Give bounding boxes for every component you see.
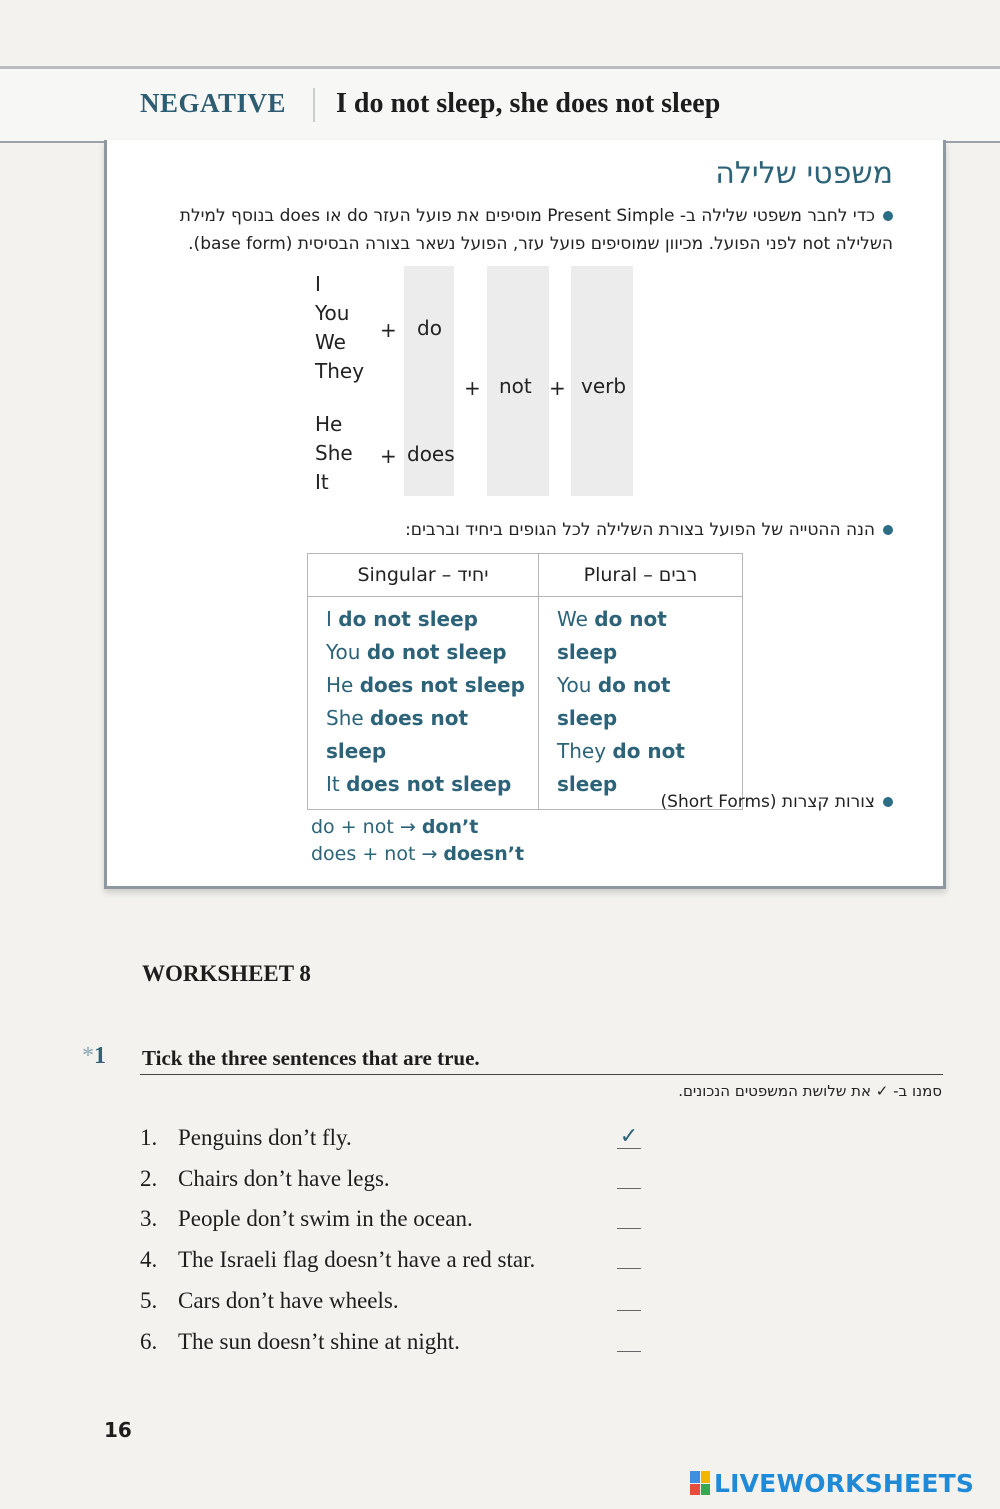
short-form-row bbox=[311, 816, 478, 838]
arrow-right-icon: → bbox=[421, 843, 438, 865]
list-item bbox=[140, 1166, 390, 1192]
rule-bullet-2-text: הנה ההטייה של הפועל בצורת השלילה לכל הגופים ביחיד וברבים: bbox=[405, 520, 875, 540]
item-number: 2. bbox=[140, 1166, 158, 1191]
item-number: 6. bbox=[140, 1329, 158, 1354]
table-row bbox=[326, 669, 528, 702]
item-number: 5. bbox=[140, 1288, 158, 1313]
logo-text: LIVEWORKSHEETS bbox=[714, 1468, 975, 1498]
bullet-dot-icon bbox=[883, 797, 893, 807]
answer-field[interactable] bbox=[617, 1329, 641, 1352]
bullet-dot-icon bbox=[883, 211, 893, 221]
pronoun: You bbox=[557, 673, 592, 697]
rule-bullet-1-line-1: כדי לחבר משפטי שלילה ב- Present Simple מוסיפים את פועל העזר do או does בנוסף למילת bbox=[179, 206, 875, 226]
list-item bbox=[140, 1247, 535, 1273]
formula-aux-do: do bbox=[417, 316, 442, 340]
item-text: The Israeli flag doesn’t have a red star. bbox=[178, 1247, 536, 1272]
formula-aux-does: does bbox=[407, 442, 455, 466]
verb-phrase: do not sleep bbox=[557, 673, 671, 730]
item-number: 4. bbox=[140, 1247, 158, 1272]
rule-bullet-1 bbox=[173, 202, 893, 258]
pronoun: We bbox=[557, 607, 588, 631]
worksheet-title: WORKSHEET 8 bbox=[142, 961, 311, 986]
item-number: 3. bbox=[140, 1206, 158, 1231]
short-form-row bbox=[311, 843, 524, 865]
formula-plus: + bbox=[549, 376, 566, 400]
short-form-contraction: don’t bbox=[421, 816, 479, 838]
rule-bullet-3 bbox=[493, 788, 893, 816]
section-title: I do not sleep, she does not sleep bbox=[336, 88, 721, 119]
singular-header: Singular – יחיד bbox=[308, 554, 539, 597]
answer-field[interactable] bbox=[617, 1166, 641, 1189]
verb-phrase: do not sleep bbox=[557, 739, 685, 796]
pronoun: They bbox=[315, 359, 365, 383]
pronoun: I bbox=[326, 607, 332, 631]
verb-phrase: does not sleep bbox=[326, 706, 469, 763]
pronoun: She bbox=[326, 706, 364, 730]
pronoun: I bbox=[315, 272, 321, 296]
pronoun: He bbox=[315, 412, 343, 436]
item-text: People don’t swim in the ocean. bbox=[178, 1206, 473, 1231]
arrow-right-icon: → bbox=[399, 816, 416, 838]
exercise-number-value: 1 bbox=[94, 1043, 106, 1069]
answer-field[interactable]: ✓ bbox=[617, 1126, 641, 1149]
plural-header: Plural – רבים bbox=[539, 554, 743, 597]
formula-plus: + bbox=[380, 318, 397, 342]
rule-bullet-3-text: צורות קצרות (Short Forms) bbox=[660, 792, 875, 812]
exercise-instruction-hebrew: סמנו ב- ✓ את שלושת המשפטים הנכונים. bbox=[678, 1082, 942, 1100]
asterisk-icon: * bbox=[82, 1043, 94, 1069]
header-divider bbox=[313, 88, 315, 122]
plural-column bbox=[539, 597, 743, 810]
list-item bbox=[140, 1288, 399, 1314]
rule-bullet-1-line-2: השלילה not לפני הפועל. מכיוון שמוסיפים פועל עזר, הפועל נשאר בצורה הבסיסית (base form). bbox=[188, 234, 893, 254]
table-row bbox=[326, 702, 528, 768]
conjugation-table bbox=[307, 553, 743, 810]
grammar-rules-box bbox=[104, 140, 946, 889]
rules-heading: משפטי שלילה bbox=[715, 156, 893, 191]
pronoun: It bbox=[315, 470, 329, 494]
formula-not: not bbox=[499, 374, 532, 398]
table-row bbox=[557, 603, 732, 669]
pronoun: He bbox=[326, 673, 354, 697]
table-row bbox=[326, 636, 528, 669]
verb-phrase: does not sleep bbox=[359, 673, 525, 697]
liveworksheets-logo bbox=[690, 1466, 974, 1500]
logo-icon bbox=[690, 1471, 710, 1495]
formula-pronouns-group-2 bbox=[315, 410, 353, 497]
list-item bbox=[140, 1329, 460, 1355]
pronoun: You bbox=[326, 640, 361, 664]
item-text: Cars don’t have wheels. bbox=[178, 1288, 399, 1313]
rule-bullet-2 bbox=[293, 516, 893, 544]
short-form-contraction: doesn’t bbox=[443, 843, 525, 865]
formula-plus: + bbox=[464, 376, 481, 400]
verb-phrase: do not sleep bbox=[366, 640, 507, 664]
pronoun: It bbox=[326, 772, 340, 796]
formula-plus: + bbox=[380, 444, 397, 468]
pronoun: They bbox=[557, 739, 607, 763]
instruction-underline bbox=[140, 1074, 943, 1075]
pronoun: You bbox=[315, 301, 350, 325]
verb-phrase: do not sleep bbox=[338, 607, 478, 631]
item-number: 1. bbox=[140, 1125, 158, 1150]
verb-phrase: does not sleep bbox=[346, 772, 512, 796]
formula-pronouns-group-1 bbox=[315, 270, 364, 386]
section-label: NEGATIVE bbox=[140, 88, 287, 118]
list-item bbox=[140, 1125, 352, 1151]
item-text: Chairs don’t have legs. bbox=[178, 1166, 390, 1191]
table-row bbox=[326, 603, 528, 636]
item-text: Penguins don’t fly. bbox=[178, 1125, 352, 1150]
answer-field[interactable] bbox=[617, 1206, 641, 1229]
table-row bbox=[557, 669, 732, 735]
singular-column bbox=[308, 597, 539, 810]
pronoun: We bbox=[315, 330, 346, 354]
exercise-number bbox=[82, 1043, 106, 1070]
item-text: The sun doesn’t shine at night. bbox=[178, 1329, 460, 1354]
short-form-long: does + not bbox=[311, 843, 416, 865]
verb-phrase: do not sleep bbox=[557, 607, 667, 664]
answer-field[interactable] bbox=[617, 1246, 641, 1269]
list-item bbox=[140, 1206, 473, 1232]
bullet-dot-icon bbox=[883, 525, 893, 535]
formula-verb: verb bbox=[581, 374, 627, 398]
page-number: 16 bbox=[104, 1418, 132, 1442]
exercise-instruction: Tick the three sentences that are true. bbox=[142, 1046, 480, 1070]
answer-field[interactable] bbox=[617, 1288, 641, 1311]
pronoun: She bbox=[315, 441, 353, 465]
short-form-long: do + not bbox=[311, 816, 394, 838]
